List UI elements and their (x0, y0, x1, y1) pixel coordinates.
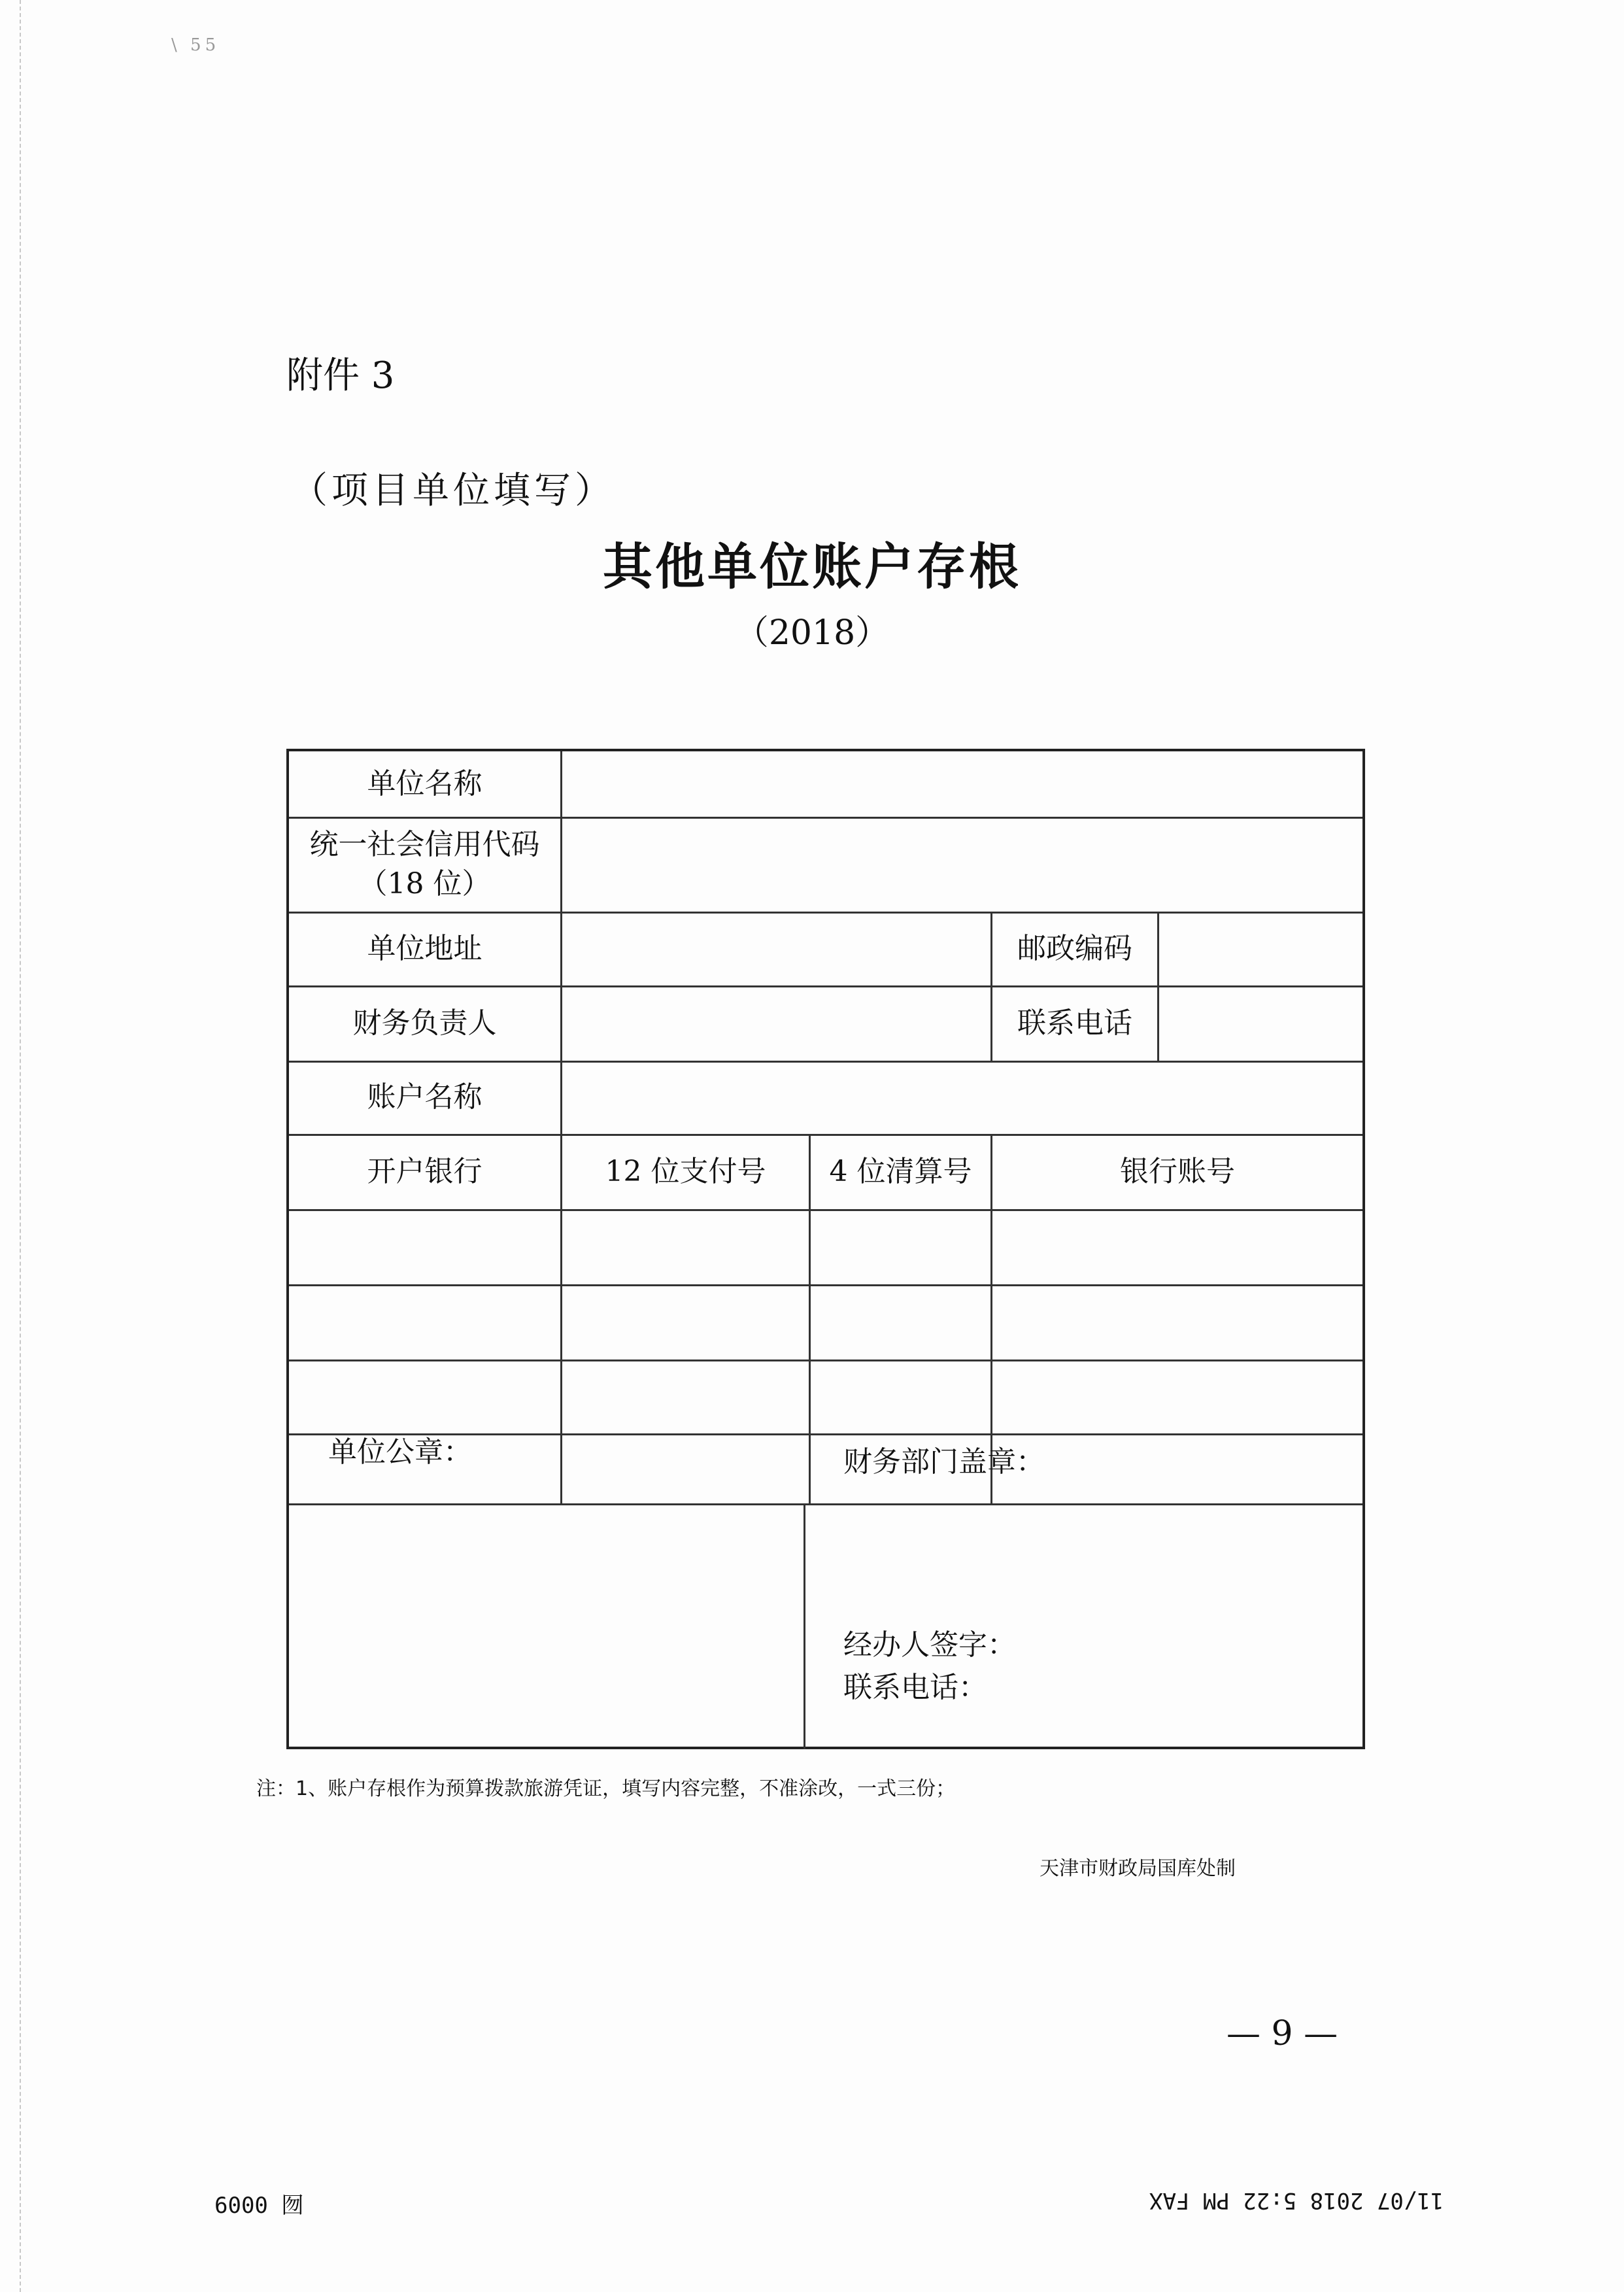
clearing-no-header: 4 位清算号 (829, 1154, 972, 1188)
seal-column-divider (804, 1503, 805, 1749)
fax-code: 6000 囫 (214, 2193, 304, 2219)
scan-edge (0, 0, 21, 2292)
issuer: 天津市财政局国库处制 (1040, 1857, 1236, 1880)
bank-field[interactable] (289, 1209, 560, 1284)
account-no-field[interactable] (992, 1284, 1362, 1360)
account-no-header: 银行账号 (1120, 1154, 1235, 1188)
postcode-field[interactable] (1159, 912, 1362, 985)
form-title: 其他单位账户存根 (603, 538, 1021, 596)
bank-header: 开户银行 (367, 1154, 482, 1188)
unit-name-field[interactable] (562, 751, 1362, 817)
clearing-no-field[interactable] (811, 1284, 990, 1360)
phone-label: 联系电话 (1017, 1006, 1132, 1040)
unit-seal-label: 单位公章： (328, 1435, 472, 1469)
payment-no-field[interactable] (562, 1360, 809, 1433)
form-year: （2018） (734, 613, 890, 653)
account-name-label: 账户名称 (367, 1080, 482, 1114)
credit-code-sub: （18 位） (358, 866, 491, 900)
bank-field[interactable] (289, 1360, 560, 1433)
finance-head-label: 财务负责人 (352, 1006, 497, 1040)
unit-name-label: 单位名称 (367, 767, 482, 801)
credit-code-label-cell (289, 817, 560, 912)
attachment-label: 附件 3 (286, 354, 395, 397)
payment-no-field[interactable] (562, 1209, 809, 1284)
account-no-field[interactable] (992, 1360, 1362, 1433)
finance-head-field[interactable] (562, 985, 990, 1061)
fax-mark: \ 55 (171, 35, 220, 55)
phone-field[interactable] (1159, 985, 1362, 1061)
footnote: 注：1、账户存根作为预算拨款旅游凭证，填写内容完整，不准涂改，一式三份； (256, 1777, 956, 1800)
clearing-no-field[interactable] (811, 1209, 990, 1284)
credit-code-field[interactable] (562, 817, 1362, 912)
account-stub-form (286, 749, 1365, 1749)
page-number: — 9 — (1226, 2014, 1338, 2053)
account-no-field[interactable] (992, 1209, 1362, 1284)
clearing-no-field[interactable] (811, 1360, 990, 1433)
fill-note: （项目单位填写） (291, 470, 615, 512)
handler-sign-label: 经办人签字： (843, 1628, 1016, 1662)
address-label: 单位地址 (367, 931, 482, 965)
payment-no-field[interactable] (562, 1284, 809, 1360)
postcode-label: 邮政编码 (1017, 931, 1132, 965)
handler-phone-label: 联系电话： (843, 1671, 987, 1704)
payment-no-header: 12 位支付号 (605, 1154, 766, 1188)
account-name-field[interactable] (562, 1061, 1362, 1134)
row-divider (289, 1503, 1362, 1505)
credit-code-label: 统一社会信用代码 (309, 828, 540, 862)
fax-timestamp: 11/07 2018 5:22 PM FAX (1149, 2187, 1444, 2214)
address-field[interactable] (562, 912, 990, 985)
bank-field[interactable] (289, 1284, 560, 1360)
finance-seal-label: 财务部门盖章： (843, 1445, 1045, 1479)
